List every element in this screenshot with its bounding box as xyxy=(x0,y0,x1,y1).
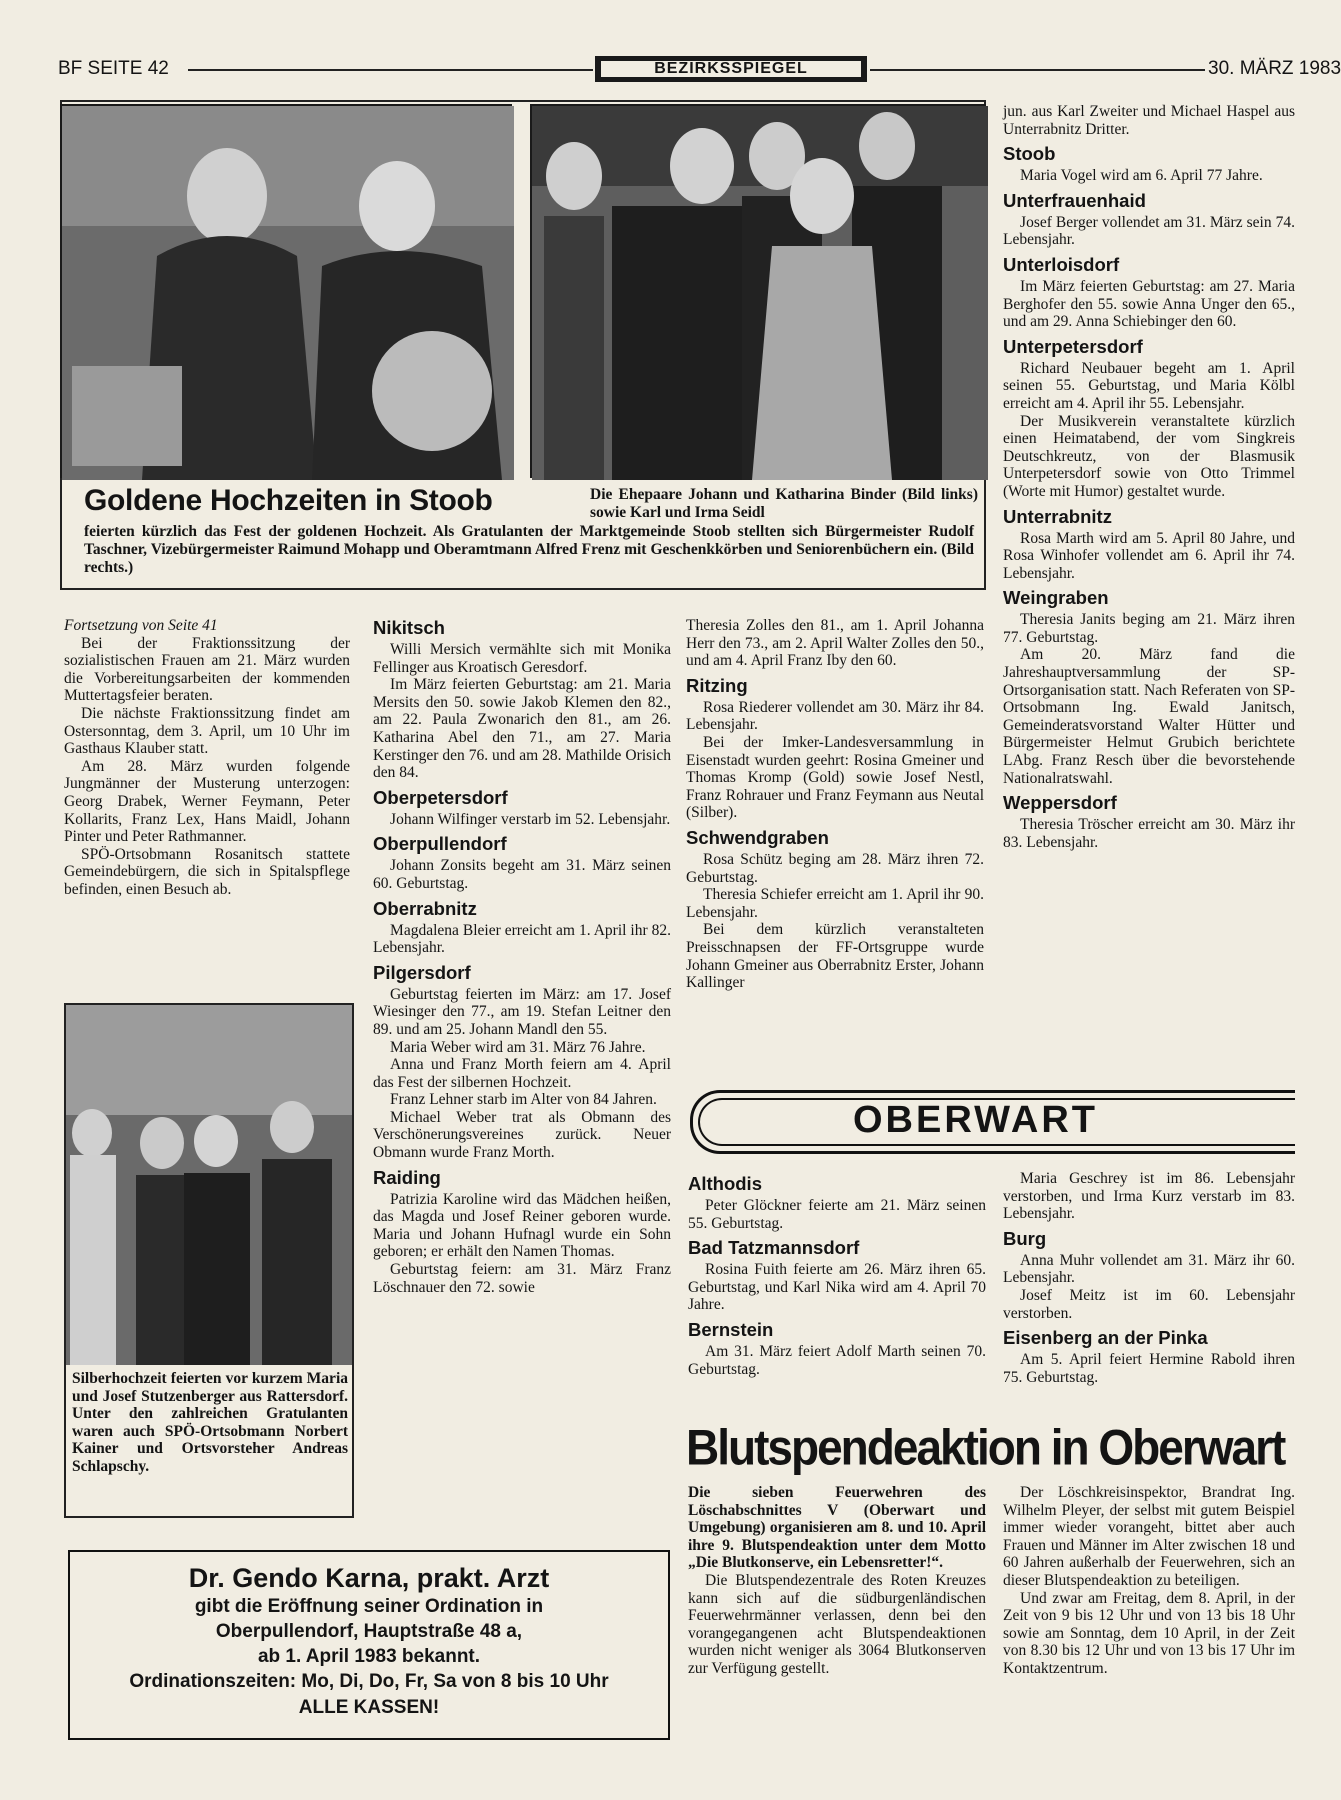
paragraph: Magdalena Bleier erreicht am 1. April ihr 82. Lebensjahr. xyxy=(373,921,671,957)
ad-doctor-name: Dr. Gendo Karna, prakt. Arzt xyxy=(188,1563,550,1593)
photo-seidl-couple xyxy=(530,104,986,478)
locality-heading: Raiding xyxy=(373,1166,441,1188)
paragraph: Willi Mersich vermählte sich mit Monika Fellinger aus Kroatisch Geresdorf. xyxy=(373,641,671,676)
paragraph: Josef Meitz ist im 60. Lebensjahr verstorben. xyxy=(1003,1286,1295,1322)
column-1 xyxy=(64,617,350,987)
paragraph: Der Musikverein veranstaltete kürzlich einen Heimatabend, der vom Singkreis Deutschkreutz, von der Blasmusik Unterpetersdorf sowie von Otto Trimmel (Worte mit Humor) gestaltet wurde. xyxy=(1003,412,1295,500)
paragraph: Anna und Franz Morth feiern am 4. April das Fest der silbernen Hochzeit. xyxy=(373,1056,671,1091)
column-3 xyxy=(686,617,984,1047)
continued-note: Fortsetzung von Seite 41 xyxy=(64,617,218,634)
locality-raiding xyxy=(373,1167,671,1297)
oberwart-banner-title: OBERWART xyxy=(853,1099,1098,1141)
paragraph: Geburtstag feierten im März: am 17. Josef Wiesinger den 77., am 19. Stefan Leitner den 89. und am 25. Johann Mandl den 55. xyxy=(373,985,671,1038)
header-rule-left xyxy=(188,69,593,71)
photo-stutzenberger xyxy=(66,1005,352,1365)
paragraph: Rosa Schütz beging am 28. März ihren 72. Geburtstag. xyxy=(686,850,984,886)
paragraph: Franz Lehner starb im Alter von 84 Jahren. xyxy=(390,1091,657,1109)
doctor-advertisement xyxy=(68,1550,670,1740)
paragraph: Maria Vogel wird am 6. April 77 Jahre. xyxy=(1020,167,1263,185)
paragraph: Theresia Janits beging am 21. März ihren 77. Geburtstag. xyxy=(1003,611,1295,646)
blood-drive-right xyxy=(1003,1484,1295,1784)
locality-pilgersdorf xyxy=(373,962,671,1162)
locality-heading: Oberrabnitz xyxy=(373,897,477,919)
paragraph: Maria Weber wird am 31. März 76 Jahre. xyxy=(390,1038,646,1056)
ad-line: gibt die Eröffnung seiner Ordination in xyxy=(194,1596,544,1617)
locality-heading: Schwendgraben xyxy=(686,826,829,848)
oberwart-column-left xyxy=(688,1168,986,1413)
issue-date: 30. MÄRZ 1983 xyxy=(1208,58,1341,79)
oberwart-banner xyxy=(690,1090,1295,1154)
paragraph: Im März feierten Geburtstag: am 27. Maria Berghofer den 55. sowie Anna Unger den 65., und am 29. Anna Schiebinger den 60. xyxy=(1003,277,1295,331)
photo-stutzenberger-image xyxy=(66,1005,352,1365)
paragraph: Anna Muhr vollendet am 31. März ihr 60. Lebensjahr. xyxy=(1003,1251,1295,1287)
locality-heading: Oberpullendorf xyxy=(373,833,507,855)
locality-heading: Eisenberg an der Pinka xyxy=(1003,1327,1208,1349)
photo-caption-body: feierten kürzlich das Fest der goldenen Hochzeit. Als Gratulanten der Marktgemeinde Stoob stellten sich Bürgermeister Rudolf Taschner, Vizebürgermeister Raimund Mohapp und Oberamtmann Alfred Frenz mit Geschenkkörben und Seniorenbüchern ein. (Bild rechts.) xyxy=(84,523,974,576)
ad-insurance: ALLE KASSEN! xyxy=(298,1697,440,1718)
locality-oberpullendorf xyxy=(373,833,671,892)
page-header xyxy=(58,56,1341,84)
paragraph: Johann Wilfinger verstarb im 52. Lebensjahr. xyxy=(390,810,671,828)
ad-hours: Ordinationszeiten: Mo, Di, Do, Fr, Sa von 8 bis 10 Uhr xyxy=(129,1671,609,1692)
ad-address: Oberpullendorf, Hauptstraße 48 a, xyxy=(215,1621,523,1642)
paragraph: jun. aus Karl Zweiter und Michael Haspel aus Unterrabnitz Dritter. xyxy=(1003,103,1295,138)
paragraph: Bei der Fraktionssitzung der sozialistischen Frauen am 21. März wurden die Vorbereitungsarbeiten der kommenden Muttertagsfeier beraten. xyxy=(64,634,350,705)
locality-heading: Unterpetersdorf xyxy=(1003,335,1143,357)
locality-oberpetersdorf xyxy=(373,787,671,829)
column-2 xyxy=(373,612,671,1527)
paragraph: Patrizia Karoline wird das Mädchen heißen, das Magda und Josef Reiner geboren wurde. Maria und Johann Hufnagl wurde ein Sohn geboren; er erhält den Namen Thomas. xyxy=(373,1190,671,1261)
locality-heading: Nikitsch xyxy=(373,617,445,638)
paragraph: Und zwar am Freitag, dem 8. April, in der Zeit von 9 bis 12 Uhr und von 13 bis 18 Uhr sowie am Sonntag, dem 10 April, in der Zeit von 8.30 bis 12 Uhr und von 13 bis 17 Uhr im Kontaktzentrum. xyxy=(1003,1589,1295,1677)
paragraph: Am 5. April feiert Hermine Rabold ihren 75. Geburtstag. xyxy=(1003,1351,1295,1386)
paragraph: Bei dem kürzlich veranstalteten Preisschnapsen der FF-Ortsgruppe wurde Johann Gmeiner aus Oberrabnitz Erster, Johann Kallinger xyxy=(686,921,984,992)
locality-heading: Stoob xyxy=(1003,143,1056,165)
locality-heading: Pilgersdorf xyxy=(373,961,471,983)
blood-drive-headline: Blutspendeaktion in Oberwart xyxy=(686,1419,1285,1476)
photo-binder-couple xyxy=(60,104,512,478)
paragraph: Theresia Schiefer erreicht am 1. April ihr 90. Lebensjahr. xyxy=(686,886,984,921)
paragraph: Der Löschkreisinspektor, Brandrat Ing. Wilhelm Pleyer, der selbst mit gutem Beispiel immer wieder vorangeht, bittet aber auch Frauen und Männer im Alter zwischen 18 und 60 Jahren außerhalb der Feuerwehren, sich an dieser Blutspendeaktion zu beteiligen. xyxy=(1003,1484,1295,1589)
locality-heading: Ritzing xyxy=(686,674,748,696)
locality-heading: Unterfrauenhaid xyxy=(1003,189,1146,211)
locality-heading: Weppersdorf xyxy=(1003,792,1117,814)
locality-heading: Burg xyxy=(1003,1227,1047,1249)
locality-heading: Althodis xyxy=(688,1173,762,1194)
locality-nikitsch xyxy=(373,617,671,782)
oberwart-column-right xyxy=(1003,1170,1295,1415)
column-4 xyxy=(1003,103,1295,1043)
paragraph: Johann Zonsits begeht am 31. März seinen 60. Geburtstag. xyxy=(373,857,671,892)
header-rule-right xyxy=(870,69,1205,71)
paragraph: Geburtstag feiern: am 31. März Franz Löschnauer den 72. sowie xyxy=(373,1261,671,1296)
locality-heading: Weingraben xyxy=(1003,587,1109,609)
paragraph: Rosa Marth wird am 5. April 80 Jahre, und Rosa Winhofer vollendet am 6. April ihr 74. Lebensjahr. xyxy=(1003,529,1295,582)
paragraph: Die nächste Fraktionssitzung findet am Ostersonntag, dem 3. April, um 10 Uhr im Gasthaus Klauber statt. xyxy=(64,704,350,758)
photo-seidl-image xyxy=(532,106,988,480)
locality-heading: Bernstein xyxy=(688,1318,774,1340)
paragraph: Im März feierten Geburtstag: am 21. Maria Mersits den 50. sowie Jakob Klemen den 82., am 22. Paula Zwonarich den 81., am 26. Katharina Abel den 71., am 27. Maria Kerstinger den 76. und am 28. Mathilde Orisich den 84. xyxy=(373,676,671,782)
paragraph: Bei der Imker-Landesversammlung in Eisenstadt wurden geehrt: Rosina Gmeiner und Thomas Kromp (Gold) sowie Josef Nestl, Franz Rohrauer und Franz Feymann aus Neutal (Silber). xyxy=(686,733,984,822)
paragraph: Richard Neubauer begeht am 1. April seinen 55. Geburtstag, und Maria Kölbl erreicht am 4. April ihr 55. Lebensjahr. xyxy=(1003,359,1295,412)
photo-caption-lead: Die Ehepaare Johann und Katharina Binder (Bild links) sowie Karl und Irma Seidl xyxy=(590,486,978,521)
locality-heading: Unterloisdorf xyxy=(1003,253,1120,275)
paragraph: Rosa Riederer vollendet am 30. März ihr 84. Lebensjahr. xyxy=(686,698,984,734)
photo-binder-image xyxy=(62,106,514,480)
blood-drive-lead: Die sieben Feuerwehren des Löschabschnittes V (Oberwart und Umgebung) organisieren am 8. und 10. April ihre 9. Blutspendeaktion unter dem Motto „Die Blutkonserve, ein Lebensretter!“. xyxy=(688,1484,986,1572)
paragraph: Josef Berger vollendet am 31. März sein 74. Lebensjahr. xyxy=(1003,213,1295,249)
paragraph: Michael Weber trat als Obmann des Verschönerungsvereines zurück. Neuer Obmann wurde Franz Morth. xyxy=(373,1108,671,1162)
locality-oberrabnitz xyxy=(373,898,671,957)
paragraph: Am 20. März fand die Jahreshauptversammlung der SP-Ortsorganisation statt. Nach Referaten von SP-Ortsobmann Ing. Ewald Janitsch, Gemeinderatsvorstand Walter Hütter und Bürgermeister Helmut Grubich berichtete LAbg. Franz Resch über die bevorstehende Nationalratswahl. xyxy=(1003,646,1295,787)
paragraph: Theresia Zolles den 81., am 1. April Johanna Herr den 73., am 2. April Walter Zolles den 50., und am 4. April Franz Iby den 60. xyxy=(686,617,984,670)
ad-date: ab 1. April 1983 bekannt. xyxy=(257,1646,481,1667)
paragraph: Maria Geschrey ist im 86. Lebensjahr verstorben, und Irma Kurz verstarb im 83. Lebensjahr. xyxy=(1003,1170,1295,1223)
page-number: BF SEITE 42 xyxy=(58,58,169,79)
locality-heading: Oberpetersdorf xyxy=(373,786,508,808)
photo-caption-title: Goldene Hochzeiten in Stoob xyxy=(84,484,493,517)
locality-heading: Bad Tatzmannsdorf xyxy=(688,1237,860,1259)
paragraph: Am 31. März feiert Adolf Marth seinen 70. Geburtstag. xyxy=(688,1342,986,1378)
paragraph: Rosina Fuith feierte am 26. März ihren 65. Geburtstag, und Karl Nika wird am 4. April 70 Jahre. xyxy=(688,1261,986,1314)
paragraph: SPÖ-Ortsobmann Rosanitsch stattete Gemeindebürgern, die sich in Spitalspflege befinden, einen Besuch ab. xyxy=(64,845,350,898)
paragraph: Peter Glöckner feierte am 21. März seinen 55. Geburtstag. xyxy=(688,1197,986,1232)
paragraph: Die Blutspendezentrale des Roten Kreuzes kann sich auf die südburgenländischen Feuerwehrmänner verlassen, denn bei den vorangegangenen acht Blutspendeaktionen wurden nicht weniger als 3064 Blutkonserven zur Verfügung gestellt. xyxy=(688,1571,986,1677)
blood-drive-left xyxy=(688,1484,986,1784)
paragraph: Am 28. März wurden folgende Jungmänner der Musterung unterzogen: Georg Drabek, Werner Feymann, Peter Kollarits, Franz Lex, Hans Maidl, Johann Pinter und Peter Rathmanner. xyxy=(64,757,350,846)
paragraph: Theresia Tröscher erreicht am 30. März ihr 83. Lebensjahr. xyxy=(1003,816,1295,851)
silver-wedding-caption: Silberhochzeit feierten vor kurzem Maria und Josef Stutzenberger aus Rattersdorf. Unter den zahlreichen Gratulanten waren auch SPÖ-Ortsobmann Norbert Kainer und Ortsvorsteher Andreas Schlapschy. xyxy=(72,1370,348,1475)
locality-heading: Unterrabnitz xyxy=(1003,505,1112,527)
section-label: BEZIRKSSPIEGEL xyxy=(595,56,867,82)
